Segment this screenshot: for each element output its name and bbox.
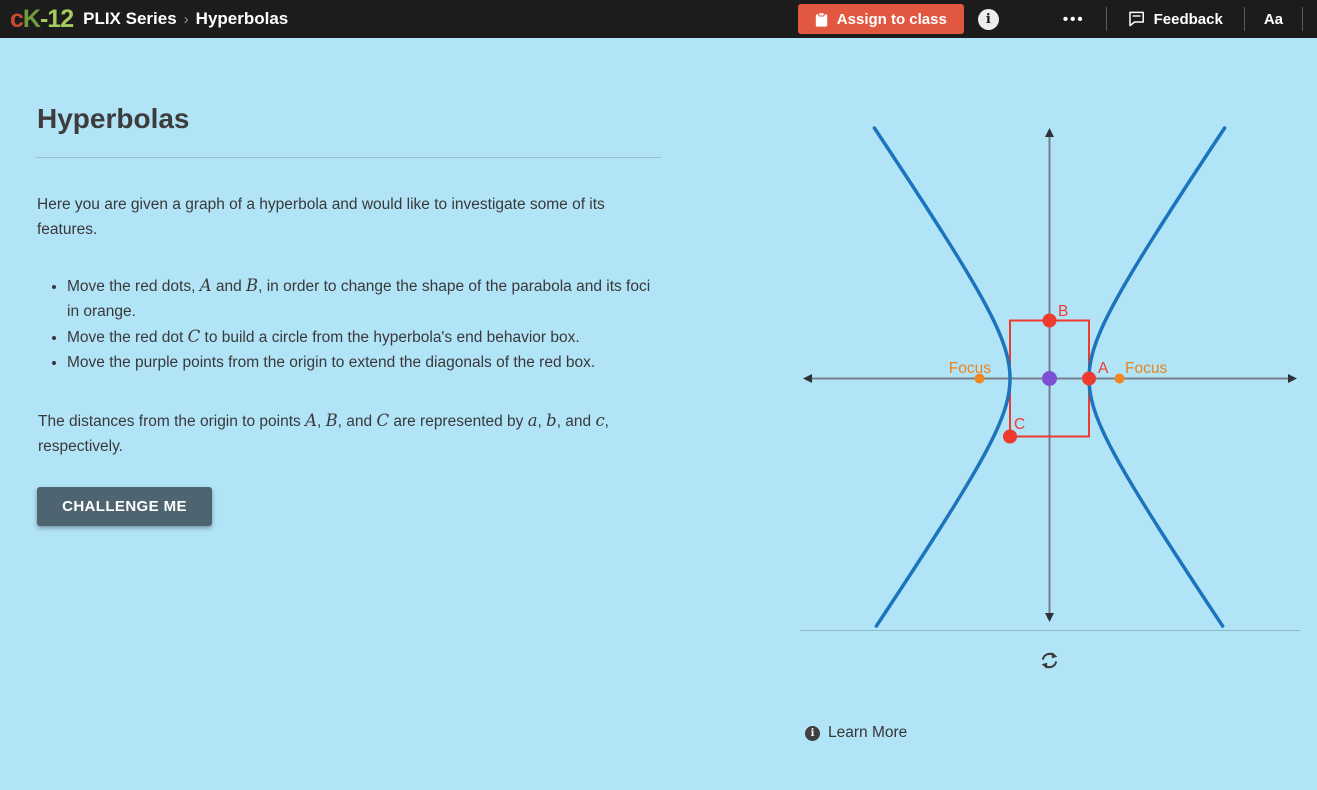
text-segment: , xyxy=(537,413,547,430)
graph-footer-divider xyxy=(800,630,1300,631)
math-variable: a xyxy=(527,411,538,430)
text-size-button[interactable]: Aa xyxy=(1260,11,1287,28)
hyperbola-right-branch xyxy=(1089,128,1225,626)
learn-more-info-icon xyxy=(805,726,820,741)
math-variable: A xyxy=(305,411,317,430)
learn-more-label: Learn More xyxy=(828,724,908,741)
text-segment: and xyxy=(211,278,247,295)
instruction-list xyxy=(37,273,655,375)
comment-icon xyxy=(1128,11,1145,27)
text-segment: , in order to change the shape of the parabola and its foci in orange. xyxy=(67,278,651,320)
text-segment: , xyxy=(316,413,326,430)
math-variable: A xyxy=(199,276,212,295)
feedback-button[interactable] xyxy=(1122,10,1229,29)
breadcrumb-page: Hyperbolas xyxy=(195,9,289,28)
logo-number: -12 xyxy=(39,4,74,33)
toolbar-divider xyxy=(1302,7,1303,31)
breadcrumb-series[interactable]: PLIX Series xyxy=(83,9,177,28)
point-A[interactable] xyxy=(1082,372,1096,386)
info-icon[interactable] xyxy=(978,9,999,30)
text-segment: , respectively. xyxy=(38,413,609,455)
point-label-A: A xyxy=(1098,360,1109,377)
hyperbola-left-branch xyxy=(874,128,1010,626)
text-segment: , and xyxy=(337,413,377,430)
info-glyph: i xyxy=(985,11,991,27)
title-divider xyxy=(36,157,661,158)
breadcrumb-separator: › xyxy=(183,10,189,28)
text-segment: to build a circle from the hyperbola's end behavior box. xyxy=(200,329,580,346)
math-variable: c xyxy=(595,411,605,430)
learn-more-info-glyph: i xyxy=(810,727,815,739)
text-segment: Move the red dot xyxy=(67,329,188,346)
intro-paragraph: Here you are given a graph of a hyperbola and would like to investigate some of its features. xyxy=(37,196,605,238)
ck12-logo[interactable] xyxy=(10,4,74,33)
more-options-button[interactable]: ••• xyxy=(1057,10,1091,29)
summary-paragraph xyxy=(38,408,630,459)
math-variable: B xyxy=(246,276,259,295)
point-label-C: C xyxy=(1014,416,1026,433)
text-segment: , and xyxy=(556,413,596,430)
point-label-B: B xyxy=(1058,303,1069,320)
y-axis-top-arrow xyxy=(1045,128,1054,137)
math-variable: b xyxy=(546,411,557,430)
reset-button[interactable] xyxy=(1035,646,1063,674)
right-focus-label: Focus xyxy=(1125,360,1168,377)
math-variable: B xyxy=(325,411,338,430)
page-title: Hyperbolas xyxy=(37,103,190,134)
x-axis-left-arrow xyxy=(803,374,812,383)
challenge-me-button[interactable]: CHALLENGE ME xyxy=(37,487,212,526)
y-axis-bottom-arrow xyxy=(1045,613,1054,622)
toolbar-divider xyxy=(1106,7,1107,31)
math-variable: C xyxy=(376,411,390,430)
assign-to-class-button[interactable] xyxy=(798,4,964,34)
instruction-item-move-purple xyxy=(67,350,655,375)
instruction-item-move-ab xyxy=(67,273,655,324)
text-segment: Move the purple points from the origin to extend the diagonals of the red box. xyxy=(67,354,596,371)
learn-more-button[interactable] xyxy=(799,723,913,743)
origin-purple-point[interactable] xyxy=(1042,371,1057,386)
hyperbola-canvas[interactable] xyxy=(795,120,1305,635)
breadcrumb xyxy=(83,9,288,29)
toolbar-divider xyxy=(1244,7,1245,31)
assign-to-class-label: Assign to class xyxy=(836,10,947,28)
text-segment: Move the red dots, xyxy=(67,278,200,295)
text-segment: are represented by xyxy=(389,413,528,430)
feedback-label: Feedback xyxy=(1153,10,1223,28)
point-B[interactable] xyxy=(1043,314,1057,328)
top-bar xyxy=(0,0,1317,38)
logo-letter-k: K xyxy=(22,4,40,33)
right-focus-point xyxy=(1115,374,1125,384)
x-axis-right-arrow xyxy=(1288,374,1297,383)
refresh-icon xyxy=(1039,650,1060,671)
text-segment: The distances from the origin to points xyxy=(38,413,306,430)
top-bar-actions xyxy=(798,4,1303,34)
math-variable: C xyxy=(187,327,201,346)
instruction-item-move-c xyxy=(67,324,655,350)
logo-letter-c: c xyxy=(10,4,23,33)
clipboard-icon xyxy=(815,12,828,27)
left-focus-label: Focus xyxy=(948,360,991,377)
